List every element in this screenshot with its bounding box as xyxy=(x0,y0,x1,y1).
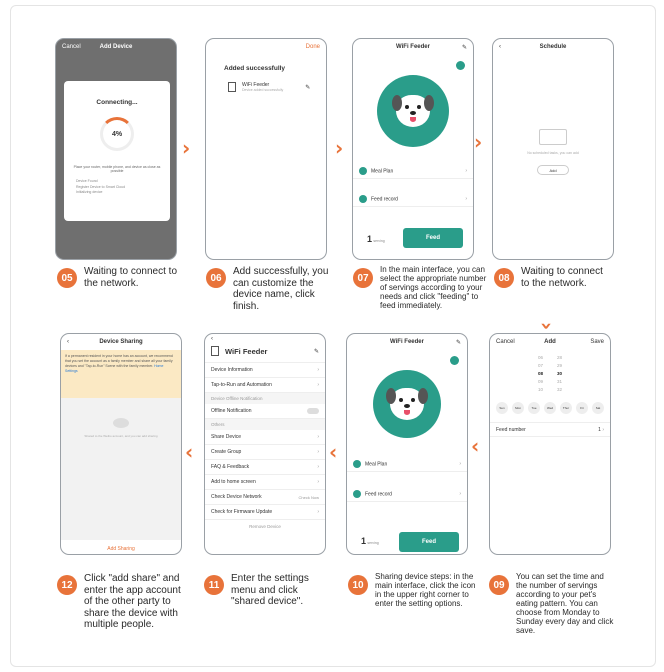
calendar-icon xyxy=(359,167,367,175)
step-12 xyxy=(57,573,185,631)
header xyxy=(493,39,613,55)
phone-feeder-main xyxy=(352,38,474,260)
menu-label: Offline Notification xyxy=(211,408,252,414)
day-chip[interactable]: Wed xyxy=(544,402,556,414)
step-number: 11 xyxy=(204,575,224,595)
menu-share-device[interactable]: Share Device › xyxy=(205,430,325,445)
done-button[interactable]: Done xyxy=(305,44,320,50)
record-icon xyxy=(353,490,361,498)
chevron-down-icon: › xyxy=(535,321,560,331)
share-list xyxy=(61,398,181,540)
empty-text: No scheduled tasks, you can add xyxy=(527,151,579,155)
qty-unit: serving xyxy=(373,239,385,243)
device-title: WiFi Feeder xyxy=(225,346,268,356)
day-chip[interactable]: Thur xyxy=(560,402,572,414)
feeder-icon xyxy=(211,346,219,356)
back-icon[interactable]: ‹ xyxy=(67,339,69,345)
empty-icon xyxy=(113,418,129,428)
phone-settings xyxy=(204,333,326,555)
check-now-label: Check Now xyxy=(298,494,319,500)
home-settings-link[interactable]: Home Settings xyxy=(65,363,164,373)
feeder-icon xyxy=(228,82,236,92)
step-description: You can set the time and the number of servings according to your pet's eating pattern. You can choose from Monday to Sunday every day and click save. xyxy=(516,572,614,635)
day-chip[interactable]: Sun xyxy=(496,402,508,414)
status-bar xyxy=(205,334,325,344)
phone-add-schedule xyxy=(489,333,611,555)
cancel-button[interactable]: Cancel xyxy=(62,44,81,50)
device-title-row xyxy=(205,344,325,363)
step-description: Waiting to connect to the network. xyxy=(521,266,603,289)
step-09 xyxy=(489,573,615,636)
menu-label: Device Information xyxy=(211,367,253,373)
page-title: Add xyxy=(544,339,556,345)
menu-list xyxy=(347,456,467,502)
chevron-right-icon: › xyxy=(182,136,191,160)
page-title: WiFi Feeder xyxy=(396,44,430,50)
gear-icon[interactable] xyxy=(450,356,459,365)
chevron-left-icon: ‹ xyxy=(185,440,194,464)
pet-avatar xyxy=(373,370,441,438)
header xyxy=(206,39,326,55)
progress-percent: 4% xyxy=(111,130,123,138)
feed-record-row[interactable]: Feed record › xyxy=(347,486,467,502)
header xyxy=(61,334,181,350)
page-title: Schedule xyxy=(539,44,567,50)
menu-label: Create Group xyxy=(211,449,242,455)
chevron-right-icon: › xyxy=(335,136,344,160)
day-selector xyxy=(490,394,610,422)
check-item: Register Device to Smart Cloud xyxy=(76,184,126,189)
connecting-dialog xyxy=(64,81,170,221)
meal-plan-label: Meal Plan xyxy=(371,167,394,174)
step-description: Add successfully, you can customize the device name, click finish. xyxy=(233,266,329,312)
menu-list xyxy=(353,163,473,207)
remove-device-button[interactable]: Remove Device xyxy=(249,524,281,529)
device-name: WiFi Feeder xyxy=(242,82,270,88)
header xyxy=(353,39,473,55)
step-10 xyxy=(348,573,476,609)
qty-value: 1 xyxy=(367,234,373,244)
step-11 xyxy=(204,573,328,608)
step-description: Waiting to connect to the network. xyxy=(84,266,178,289)
step-05 xyxy=(57,266,182,289)
toggle-switch[interactable] xyxy=(307,408,319,414)
day-chip[interactable]: Fri xyxy=(576,402,588,414)
step-description: Click "add share" and enter the app account of the other party to share the device with multiple people. xyxy=(84,573,181,630)
step-number: 09 xyxy=(489,575,509,595)
phone-device-sharing xyxy=(60,333,182,555)
step-06 xyxy=(206,266,334,312)
feed-button[interactable]: Feed xyxy=(399,532,459,552)
header xyxy=(56,39,176,55)
hour-column[interactable]: 06 07 08 09 10 xyxy=(537,355,543,392)
menu-label: FAQ & Feedback xyxy=(211,464,250,470)
edit-icon[interactable]: ✎ xyxy=(305,84,311,91)
check-list xyxy=(76,179,125,196)
feed-number-row[interactable]: Feed number 1 › xyxy=(490,422,610,437)
menu-label: Check Device Network xyxy=(211,494,262,500)
cancel-button[interactable]: Cancel xyxy=(496,339,515,345)
feed-number-label: Feed number xyxy=(496,426,526,433)
pet-avatar xyxy=(377,75,449,147)
empty-text: Shared to the Weibo account, and you can add sharing xyxy=(84,434,158,438)
step-number: 05 xyxy=(57,268,77,288)
step-description: Sharing device steps: in the main interface, click the icon in the upper right corner to enter the setting options. xyxy=(375,572,476,608)
step-number: 06 xyxy=(206,268,226,288)
menu-add-home-screen[interactable]: Add to home screen › xyxy=(205,475,325,490)
menu-label: Share Device xyxy=(211,434,242,440)
menu-label: Add to home screen xyxy=(211,479,256,485)
feed-button[interactable]: Feed xyxy=(403,228,463,248)
empty-box-icon xyxy=(539,129,567,145)
qty-unit: serving xyxy=(367,541,379,545)
day-chip[interactable]: Mon xyxy=(512,402,524,414)
check-item: Device Found xyxy=(76,179,98,183)
step-number: 10 xyxy=(348,575,368,595)
serving-qty[interactable] xyxy=(361,536,379,546)
time-picker[interactable] xyxy=(490,354,610,394)
dog-icon xyxy=(390,388,424,420)
menu-create-group[interactable]: Create Group › xyxy=(205,445,325,460)
phone-feeder-main-2 xyxy=(346,333,468,555)
minute-column[interactable]: 28 29 30 31 32 xyxy=(557,355,563,392)
hint-text: Place your router, mobile phone, and device as close as possible xyxy=(73,165,161,173)
menu-faq[interactable]: FAQ & Feedback › xyxy=(205,460,325,475)
step-07 xyxy=(353,266,487,311)
device-row[interactable] xyxy=(228,82,326,92)
progress-ring xyxy=(100,117,134,151)
edit-icon[interactable]: ✎ xyxy=(313,348,319,355)
chevron-right-icon: › xyxy=(474,130,483,154)
notice-banner xyxy=(61,350,181,398)
menu-firmware[interactable]: Check for Firmware Update › xyxy=(205,505,325,520)
save-button[interactable]: Save xyxy=(590,339,604,345)
header xyxy=(347,334,467,350)
phone-added xyxy=(205,38,327,260)
header xyxy=(490,334,610,350)
add-button[interactable]: Add xyxy=(537,165,569,175)
dog-icon xyxy=(396,95,430,127)
notice-text: If a permanent resident in your home has an account, we recommend that you set the account as a family member and share all your family devices and "Tap-to-Run" Scene with the family member. xyxy=(65,354,173,368)
day-chip[interactable]: Tue xyxy=(528,402,540,414)
page-title: WiFi Feeder xyxy=(390,339,424,345)
step-description: Enter the settings menu and click "shared device". xyxy=(231,573,309,607)
step-08 xyxy=(494,266,612,289)
connecting-title: Connecting... xyxy=(96,99,138,106)
feed-record-row[interactable]: Feed record › xyxy=(353,191,473,207)
step-description: In the main interface, you can select the appropriate number of servings according to your needs and click "feeding" to feed immediately. xyxy=(380,265,487,310)
phone-schedule xyxy=(492,38,614,260)
record-icon xyxy=(359,195,367,203)
section-others: Others xyxy=(205,419,325,430)
calendar-icon xyxy=(353,460,361,468)
gear-icon[interactable] xyxy=(456,61,465,70)
check-item: Initializing device xyxy=(76,190,103,195)
back-icon[interactable]: ‹ xyxy=(499,44,501,50)
menu-tap-to-run[interactable]: Tap-to-Run and Automation › xyxy=(205,378,325,393)
qty-value: 1 xyxy=(361,536,367,546)
chevron-left-icon: ‹ xyxy=(329,440,338,464)
menu-label: Check for Firmware Update xyxy=(211,509,273,515)
back-icon[interactable]: ‹ xyxy=(211,336,213,342)
section-offline: Device Offline Notification xyxy=(205,393,325,404)
page-title: Add Device xyxy=(99,44,133,50)
serving-qty[interactable] xyxy=(367,234,385,244)
step-number: 12 xyxy=(57,575,77,595)
device-sub: Device added successfully xyxy=(242,88,284,92)
feed-number-value: 1 xyxy=(598,426,601,433)
settings-edit-icon[interactable]: ✎ xyxy=(461,44,467,51)
meal-plan-label: Meal Plan xyxy=(365,460,388,467)
settings-edit-icon[interactable]: ✎ xyxy=(455,339,461,346)
menu-device-info[interactable]: Device Information › xyxy=(205,363,325,378)
menu-offline-notification[interactable] xyxy=(205,404,325,419)
menu-label: Tap-to-Run and Automation xyxy=(211,382,272,388)
feed-record-label: Feed record xyxy=(371,195,398,202)
feed-record-label: Feed record xyxy=(365,490,392,497)
added-title: Added successfully xyxy=(224,65,286,72)
step-number: 08 xyxy=(494,268,514,288)
add-sharing-button[interactable]: Add Sharing xyxy=(107,546,135,552)
page-title: Device Sharing xyxy=(99,339,143,345)
meal-plan-row[interactable]: Meal Plan › xyxy=(347,456,467,472)
meal-plan-row[interactable]: Meal Plan › xyxy=(353,163,473,179)
chevron-left-icon: ‹ xyxy=(471,434,480,458)
day-chip[interactable]: Sat xyxy=(592,402,604,414)
step-number: 07 xyxy=(353,268,373,288)
phone-add-device xyxy=(55,38,177,260)
menu-check-network[interactable] xyxy=(205,490,325,505)
